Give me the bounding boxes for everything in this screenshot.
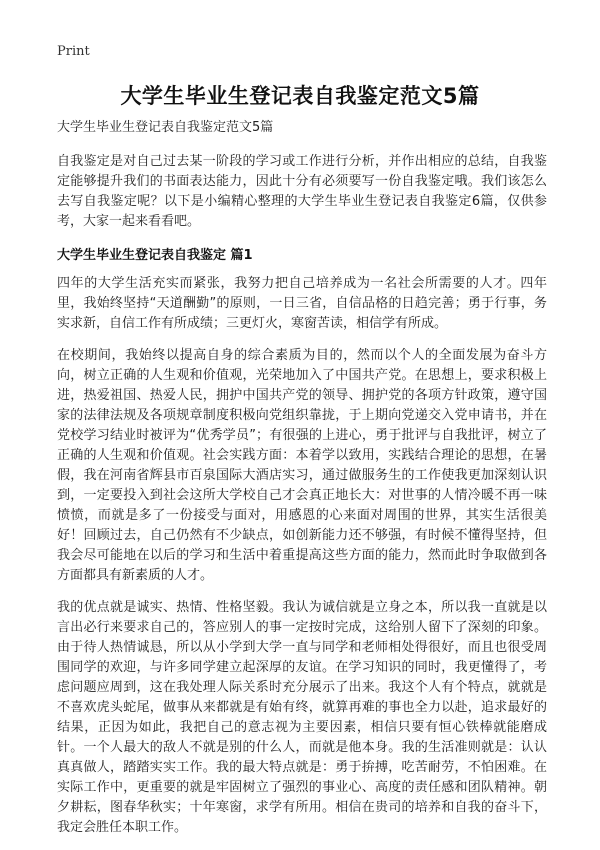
section-paragraph: 在校期间，我始终以提高自身的综合素质为目的，然而以个人的全面发展为奋斗方向，树立正确的人生观和价值观，光荣地加入了中国共产党。在思想上，要求积极上进，热爱祖国、热爱人民，拥护中国共产党的领导、拥护党的各项方针政策，遵守国家的法律法规及各项规章制度积极向党组织靠拢，于上期向党递交入党申请书，并在党校学习结业时被评为“优秀学员”；有很强的上进心，勇于批评与自我批评，树立了正确的人生观和价值观。社会实践方面：本着学以致用，实践结合理论的思想，在暑假，我在河南省辉县市百泉国际大酒店实习，通过做服务生的工作使我更加深刻认识到，一定要投入到社会这所大学校自己才会真正地长大：对世事的人情冷暖不再一味愤愤，而就是多了一份接受与面对，用感恩的心来面对周围的世界，其实生活很美好！回顾过去，自己仍然有不少缺点，如创新能力还不够强，有时候不懂得坚持，但我会尽可能地在以后的学习和生活中着重提高这些方面的能力，然而此时争取做到各方面都具有新素质的人才。 [57, 348, 547, 583]
print-link[interactable]: Print [57, 44, 90, 59]
intro-paragraph: 自我鉴定是对自己过去某一阶段的学习或工作进行分析，并作出相应的总结，自我鉴定能够提升我们的书面表达能力，因此十分有必须要写一份自我鉴定哦。我们该怎么去写自我鉴定呢？以下是小编精心整理的大学生毕业生登记表自我鉴定6篇，仅供参考，大家一起来看看吧。 [57, 154, 547, 229]
section-paragraph: 我的优点就是诚实、热情、性格坚毅。我认为诚信就是立身之本，所以我一直就是以言出必行来要求自己的，答应别人的事一定按时完成，这给别人留下了深刻的印象。由于待人热情诚恳，所以从小学到大学一直与同学和老师相处得很好，而且也很受周围同学的欢迎，与许多同学建立起深厚的友谊。在学习知识的同时，我更懂得了，考虑问题应周到，这在我处理人际关系时充分展示了出来。我这个人有个特点，就就是不喜欢虎头蛇尾，做事从来都就是有始有终，就算再难的事也全力以赴，追求最好的结果，正因为如此，我把自己的意志视为主要因素，相信只要有恒心铁棒就能磨成针。一个人最大的敌人不就是别的什么人，而就是他本身。我的生活准则就是：认认真真做人，踏踏实实工作。我的最大特点就是：勇于拚搏，吃苦耐劳，不怕困难。在实际工作中，更重要的就是牢固树立了强烈的事业心、高度的责任感和团队精神。朝夕耕耘，图春华秋实；十年寒窗，求学有所用。相信在贵司的培养和自我的奋斗下，我定会胜任本职工作。 [57, 600, 547, 835]
document-subtitle: 大学生毕业生登记表自我鉴定范文5篇 [57, 120, 274, 135]
section-heading: 大学生毕业生登记表自我鉴定 篇1 [57, 248, 253, 263]
document-body [57, 118, 547, 850]
section-paragraph: 四年的大学生活充实而紧张，我努力把自己培养成为一名社会所需要的人才。四年里，我始终坚持“天道酬勤”的原则，一日三省，自信品格的日趋完善；勇于行事，务实求新，自信工作有所成绩；三更灯火，寒窗苦读，相信学有所成。 [57, 276, 547, 331]
page-title: 大学生毕业生登记表自我鉴定范文5篇 [120, 84, 480, 108]
